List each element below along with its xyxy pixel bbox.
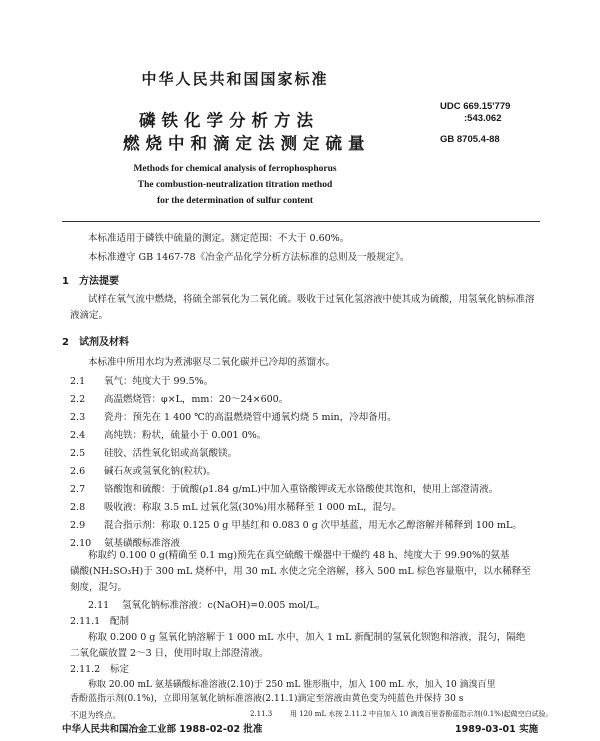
item-2-1: 2.1 氧气：纯度大于 99.5%。: [70, 376, 214, 387]
item-2-10: 2.10 氨基磺酸标准溶液: [70, 538, 181, 549]
scope-text: 本标准适用于磷铁中硫量的测定。测定范围：不大于 0.60%。: [88, 233, 350, 244]
item-2-6: 2.6 碱石灰或氢氧化钠(粒状)。: [70, 466, 216, 477]
section-2-heading: 2 试剂及材料: [62, 337, 129, 348]
item-2-11-2-body-3: 不退为终点。: [70, 711, 122, 721]
gb-number: GB 8705.4-88: [440, 134, 500, 145]
item-2-10-body-2: 磺酸(NH₂SO₃H)于 300 mL 烧杯中，用 30 mL 水使之完全溶解，移入 500 mL 棕色容量瓶中，以水稀释至: [70, 566, 531, 577]
item-2-10-body-1: 称取约 0.100 0 g(精确至 0.1 mg)预先在真空硫酸干燥器中干燥约 48 h、纯度大于 99.90%的氨基: [88, 550, 510, 561]
item-2-4: 2.4 高纯铁：粉状，硫量小于 0.001 0%。: [70, 430, 267, 441]
section-1-heading: 1 方法提要: [62, 276, 119, 287]
item-2-11-1: 2.11.1 配制: [70, 616, 130, 627]
item-2-11-1-body-2: 二氧化碳放置 2～3 日，使用时取上部澄清液。: [70, 648, 269, 659]
section-2-intro: 本标准中所用水均为煮沸驱尽二氧化碳并已冷却的蒸馏水。: [88, 357, 336, 368]
item-2-11-1-body-1: 称取 0.200 0 g 氢氧化钠溶解于 1 000 mL 水中，加入 1 mL 新配制的氢氧化钡饱和溶液，混匀，隔绝: [88, 632, 526, 643]
item-2-9: 2.9 混合指示剂：称取 0.125 0 g 甲基红和 0.083 0 g 次甲基蓝，用无水乙醇溶解并稀释到 100 mL。: [70, 520, 522, 531]
section-1-text: 试样在氧气流中燃烧，将硫全部氧化为二氧化硫。吸收于过氧化氢溶液中使其成为硫酸，用氢氧化钠标准溶液滴定。: [70, 294, 535, 321]
item-2-11: 2.11 氢氧化钠标准溶液：c(NaOH)=0.005 mol/L。: [88, 600, 326, 611]
approval-info: 中华人民共和国冶金工业部 1988-02-02 批准: [62, 721, 262, 735]
item-2-11-2-body-2: 香酚蓝指示剂(0.1%)，立即用氢氧化钠标准溶液(2.11.1)滴定至溶液由黄色变为纯蓝色并保持 30 s: [70, 694, 464, 704]
english-title-2: The combustion-neutralization titration method: [137, 180, 333, 190]
english-title-3: for the determination of sulfur content: [156, 196, 314, 206]
compliance-text: 本标准遵守 GB 1467-78《冶金产品化学分析方法标准的总则及一般规定》。: [88, 252, 410, 263]
item-2-2: 2.2 高温燃烧管：φ×L，mm：20～24×600。: [70, 394, 289, 405]
item-2-8: 2.8 吸收液：称取 3.5 mL 过氧化氢(30%)用水稀释至 1 000 mL，混匀。: [70, 502, 402, 513]
item-2-11-2-body-1: 称取 20.00 mL 氨基磺酸标准溶液(2.10)于 250 mL 锥形瓶中，加入 100 mL 水，加入 10 滴溴百里: [88, 680, 496, 690]
item-2-5: 2.5 硅胶、活性氧化铝或高氯酸镁。: [70, 448, 238, 459]
implementation-date: 1989-03-01 实施: [455, 721, 538, 735]
header-divider: [62, 221, 540, 222]
item-2-11-2: 2.11.2 标定: [70, 664, 130, 675]
udc-code: UDC 669.15'779: [440, 101, 511, 112]
item-2-11-3: 2.11.3 用 120 mL 水按 2.11.2 中自加入 10 滴溴百里香酚蓝指示剂(0.1%)起做空白试验。: [250, 710, 553, 718]
national-standard-heading: 中华人民共和国国家标准: [141, 70, 329, 88]
document-title-line-1: 磷铁化学分析方法: [139, 111, 319, 130]
document-title-line-2: 燃烧中和滴定法测定硫量: [123, 134, 371, 153]
english-title-1: Methods for chemical analysis of ferrophosphorus: [133, 164, 337, 174]
udc-code-continued: :543.062: [464, 113, 502, 124]
item-2-7: 2.7 铬酸饱和硫酸：于硫酸(ρ1.84 g/mL)中加入重铬酸钾或无水铬酸使其饱和，使用上部澄清液。: [70, 484, 499, 495]
item-2-3: 2.3 瓷舟：预先在 1 400 ℃的高温燃烧管中通氧灼烧 5 min，冷却备用。: [70, 412, 397, 423]
item-2-10-body-3: 刻度，混匀。: [70, 582, 128, 593]
